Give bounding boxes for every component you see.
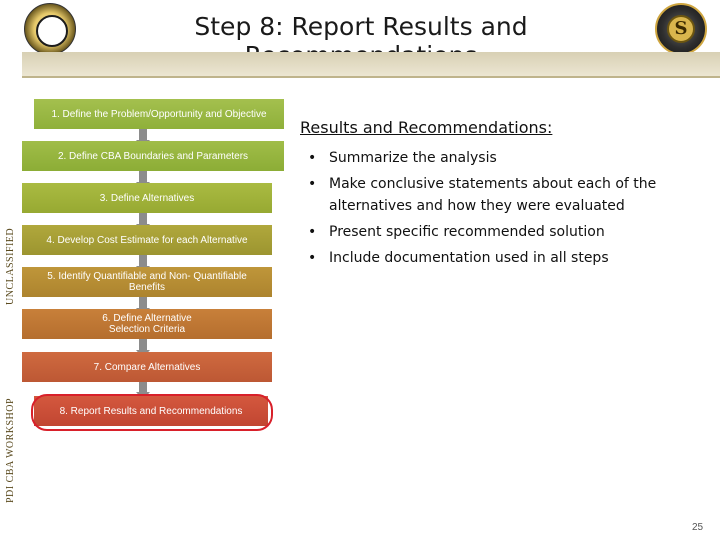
bullet-text: Present specific recommended solution [329,224,605,240]
flow-step-7: 7. Compare Alternatives [22,352,272,382]
header-band [22,52,720,76]
list-item [300,173,710,217]
flow-step-4: 4. Develop Cost Estimate for each Alternative [22,225,272,255]
bullet-icon: • [308,150,317,166]
results-panel [300,118,710,273]
bullet-icon: • [308,224,317,240]
workshop-label: PDI CBA WORKSHOP [5,397,16,503]
flow-step-8: 8. Report Results and Recommendations [34,396,268,426]
flow-step-2: 2. Define CBA Boundaries and Parameters [22,141,284,171]
list-item [300,147,710,169]
page-number: 25 [692,522,704,533]
bullet-text: Summarize the analysis [329,150,497,166]
list-item [300,221,710,243]
list-item [300,247,710,269]
bullet-text: Include documentation used in all steps [329,250,609,266]
flow-step-3: 3. Define Alternatives [22,183,272,213]
dollar-coin-logo-icon [655,3,707,55]
flow-step-1: 1. Define the Problem/Opportunity and Objective [34,99,284,129]
slide-title: Step 8: Report Results and [194,12,528,41]
results-heading: Results and Recommendations: [300,118,553,137]
flow-step-5: 5. Identify Quantifiable and Non- Quantifiable Benefits [22,267,272,297]
slide-header [0,0,720,55]
flow-step-6: 6. Define Alternative Selection Criteria [22,309,272,339]
logo-letter: S [667,15,695,43]
bullet-icon: • [308,176,317,192]
header-divider [22,76,720,78]
current-step-highlight [31,394,273,431]
bullet-icon: • [308,250,317,266]
army-seal-icon [24,3,76,55]
classification-label: UNCLASSIFIED [5,227,16,305]
bullet-text: Make conclusive statements about each of the alternatives and how they were evaluated [329,176,657,214]
